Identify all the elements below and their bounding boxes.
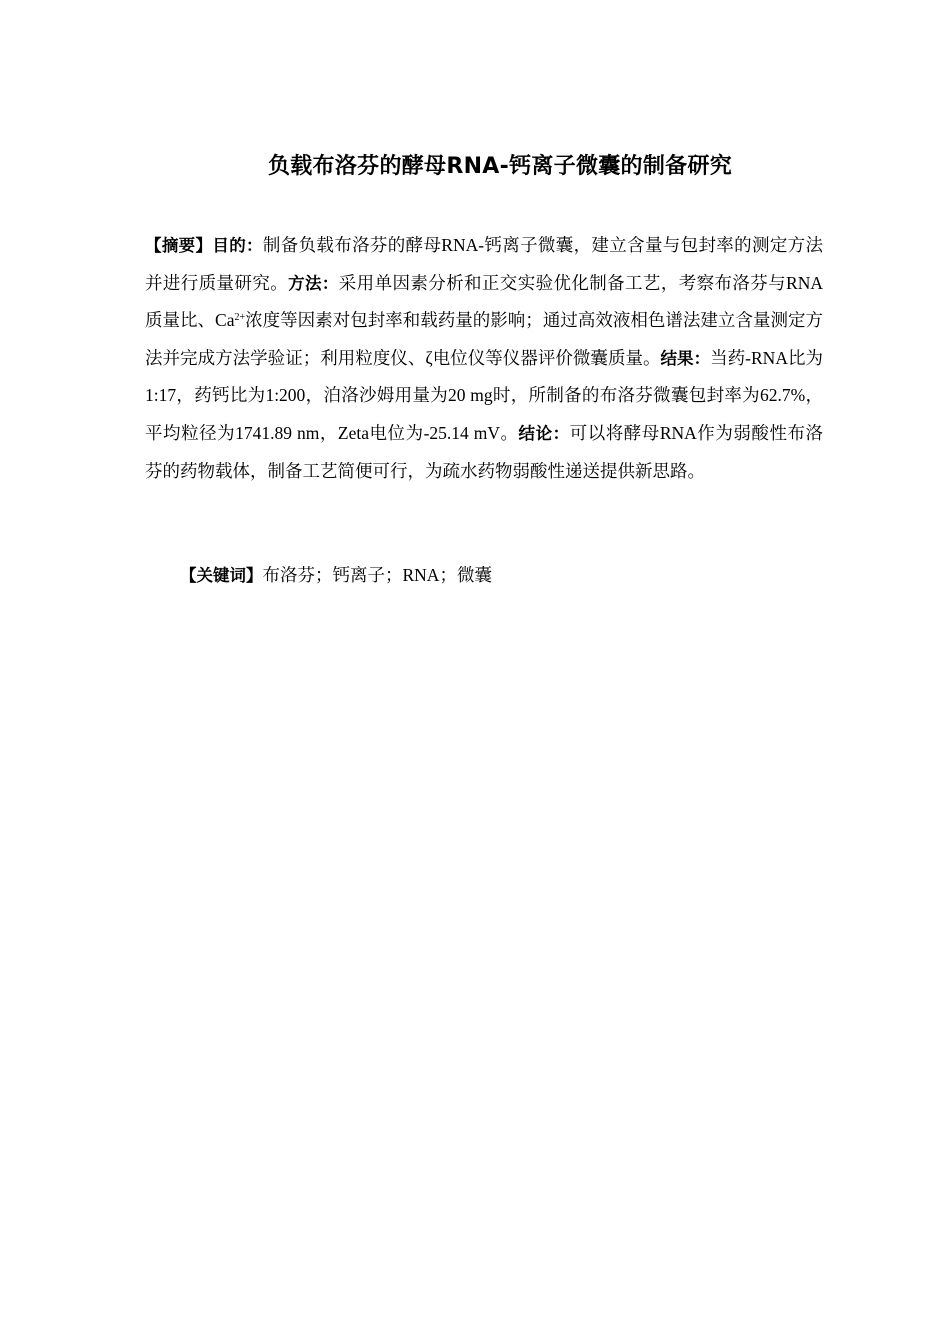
result-label: 结果： — [660, 348, 711, 368]
purpose-label: 目的： — [212, 236, 263, 255]
method-text-a: 采用单因素分析和正交实验优化制备工艺，考察布洛芬与RNA质量比、Ca — [145, 272, 823, 331]
conclusion-text: 可以将酵母RNA作为弱酸性布洛芬的药物载体，制备工艺简便可行，为疏水药物弱酸性递送提供新思路。 — [145, 422, 824, 481]
method-label: 方法： — [288, 273, 339, 293]
purpose-text: 制备负载布洛芬的酵母RNA-钙离子微囊，建立含量与包封率的测定方法并进行质量研究。 — [145, 235, 824, 293]
abstract-heading: 【摘要】 — [145, 236, 213, 255]
keywords-line — [180, 558, 492, 593]
conclusion-label: 结论： — [518, 423, 570, 443]
keywords-label: 【关键词】 — [180, 566, 263, 585]
paper-title: 负载布洛芬的酵母RNA-钙离子微囊的制备研究 — [267, 154, 733, 179]
abstract-paragraph — [145, 227, 823, 490]
keywords-text: 布洛芬；钙离子；RNA；微囊 — [262, 565, 492, 585]
result-text: 当药-RNA比为1:17，药钙比为1:200，泊洛沙姆用量为20 mg时，所制备的布洛芬微囊包封率为62.7%，平均粒径为1741.89 nm，Zeta电位为-25.14 mV。 — [145, 347, 824, 443]
calcium-superscript: 2+ — [234, 312, 246, 324]
method-text-b: 浓度等因素对包封率和载药量的影响；通过高效液相色谱法建立含量测定方法并完成方法学验证；利用粒度仪、ζ电位仪等仪器评价微囊质量。 — [145, 310, 823, 368]
